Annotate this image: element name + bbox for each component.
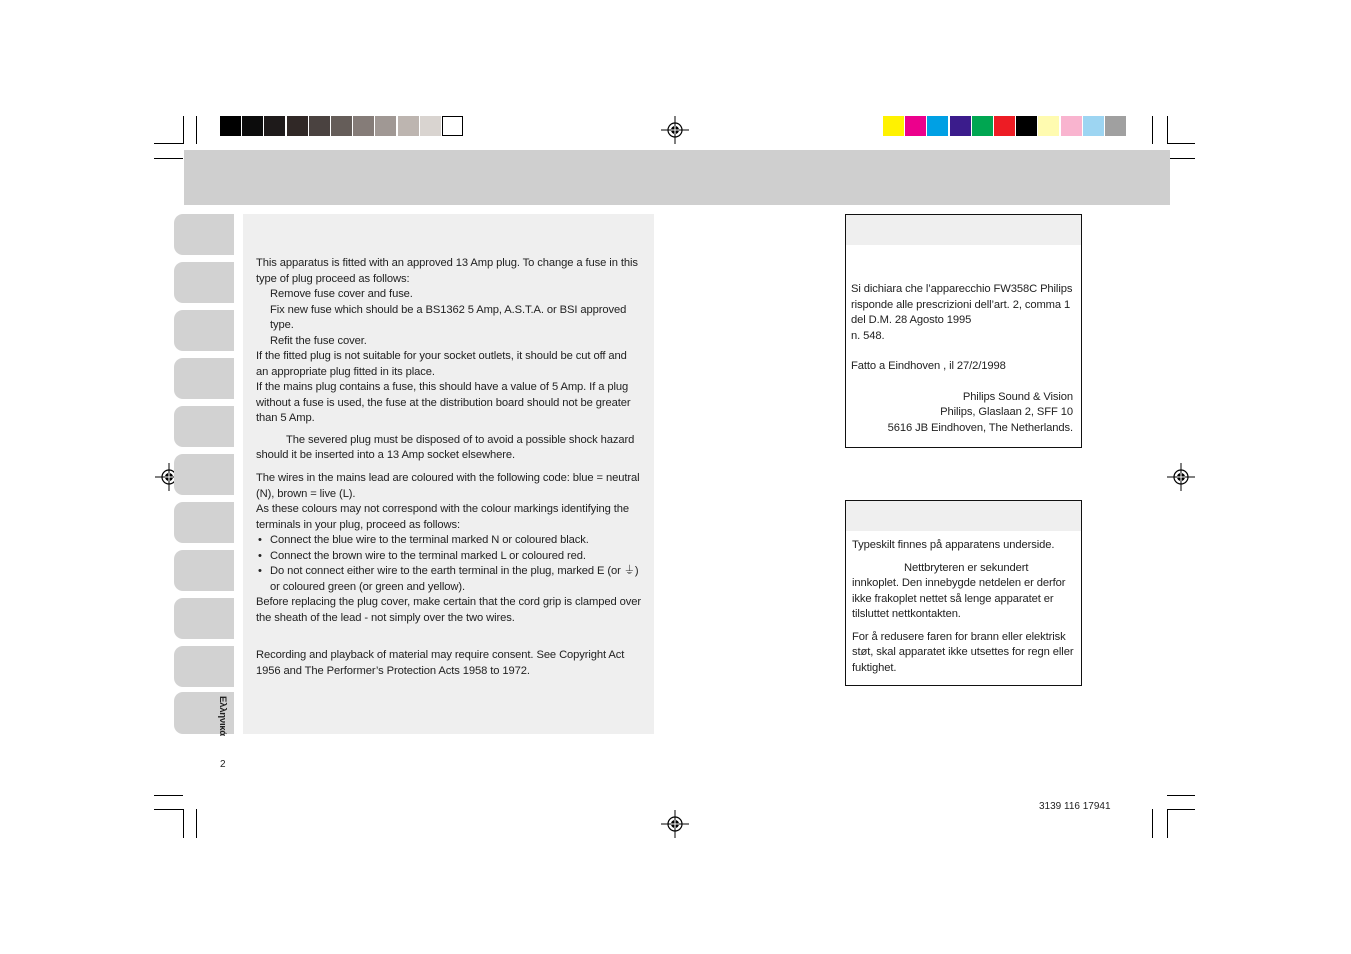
company-name: Philips Sound & Vision [962,390,1073,403]
language-tab[interactable] [174,406,234,447]
list-item: • Connect the brown wire to the terminal marked L or coloured red. [256,549,641,565]
language-tab-label: Ελληνικά [217,696,228,736]
registration-mark-icon [661,116,689,144]
color-swatch [1061,116,1082,136]
fuse-step-2: Fix new fuse which should be a BS1362 5 Amp, A.S.T.A. or BSI approved type. [270,303,627,331]
severed-plug-warning: The severed plug must be disposed of to avoid a possible shock hazard should it be inserted into a 13 Amp socket elsewhere. [256,433,635,461]
color-swatch [375,116,396,136]
color-swatch [1038,116,1059,136]
color-swatch [220,116,241,136]
italy-declaration-box [845,214,1082,448]
language-tab[interactable] [174,598,234,639]
wires-intro: The wires in the mains lead are coloured with the following code: blue = neutral (N), brown = live (L). [256,472,640,500]
language-tab[interactable] [174,646,234,687]
language-tab[interactable] [174,502,234,543]
declaration-text: Si dichiara che l’apparecchio FW358C Philips risponde alle prescrizioni dell’art. 2, comma 1 del D.M. 28 Agosto 1995 [851,283,1073,326]
fuse-step-3: Refit the fuse cover. [270,334,367,347]
color-swatch [331,116,352,136]
color-swatch [1016,116,1037,136]
color-swatch [287,116,308,136]
copyright-section [256,648,641,679]
color-swatch [442,116,463,136]
fuse-intro: This apparatus is fitted with an approved 13 Amp plug. To change a fuse in this type of plug proceed as follows: [256,257,638,285]
decree-number: n. 548. [851,329,885,342]
fuse-value-text: If the mains plug contains a fuse, this should have a value of 5 Amp. If a plug without a fuse is used, the fuse at the distribution board should not be greater than 5 Amp. [256,381,631,424]
type-label-text: Typeskilt finnes på apparatens underside. [852,539,1055,551]
color-swatch [883,116,904,136]
company-address-2: 5616 JB Eindhoven, The Netherlands. [887,421,1073,434]
cord-grip-text: Before replacing the plug cover, make certain that the cord grip is clamped over the sheath of the lead - not simply over the two wires. [256,596,642,624]
color-swatch [927,116,948,136]
language-tab-active[interactable] [174,692,234,734]
box-header [846,501,1081,531]
box-header [846,215,1081,245]
color-swatch [242,116,263,136]
header-bar [184,150,1170,205]
language-tab[interactable] [174,454,234,495]
company-address-1: Philips, Glaslaan 2, SFF 10 [940,406,1073,418]
registration-mark-icon [1167,463,1195,491]
color-swatch [398,116,419,136]
language-tab[interactable] [174,262,234,303]
standby-text: Nettbryteren er sekundert innkoplet. Den innebygde netdelen er derfor ikke frakoplet nettet så lenge apparatet er tilsluttet nettkontakten. [852,561,1066,620]
fuse-step-1: Remove fuse cover and fuse. [270,288,413,300]
registration-mark-icon [661,810,689,838]
color-swatch [353,116,374,136]
wiring-bullet-list [256,533,641,595]
language-tab[interactable] [174,310,234,351]
fire-warning-text: For å redusere faren for brann eller elektrisk støt, skal apparatet ikke utsettes for regn eller fuktighet. [852,630,1074,674]
color-swatch [264,116,285,136]
language-tab[interactable] [174,358,234,399]
document-code: 3139 116 17941 [1039,801,1111,812]
unsuitable-plug-text: If the fitted plug is not suitable for your socket outlets, it should be cut off and an appropriate plug fitted in its place. [256,350,627,378]
color-swatch [972,116,993,136]
fuse-section [256,256,641,464]
list-item: • Do not connect either wire to the earth terminal in the plug, marked E (or ⏚) or coloured green (or green and yellow). [256,564,641,595]
list-item: • Connect the blue wire to the terminal marked N or coloured black. [256,533,641,549]
copyright-text: Recording and playback of material may require consent. See Copyright Act 1956 and The Performer’s Protection Acts 1958 to 1972. [256,649,625,677]
norway-notice-box [845,500,1082,686]
color-swatch [994,116,1015,136]
colours-mismatch-text: As these colours may not correspond with the colour markings identifying the terminals in your plug, proceed as follows: [256,503,629,531]
language-tab[interactable] [174,214,234,255]
page-number: 2 [220,759,226,770]
color-swatch [1105,116,1126,136]
place-date: Fatto a Eindhoven , il 27/2/1998 [851,360,1006,372]
language-tab[interactable] [174,550,234,591]
wiring-section [256,471,641,626]
color-swatch [420,116,441,136]
color-swatch [1083,116,1104,136]
color-swatch [309,116,330,136]
color-swatch [950,116,971,136]
color-swatch [905,116,926,136]
